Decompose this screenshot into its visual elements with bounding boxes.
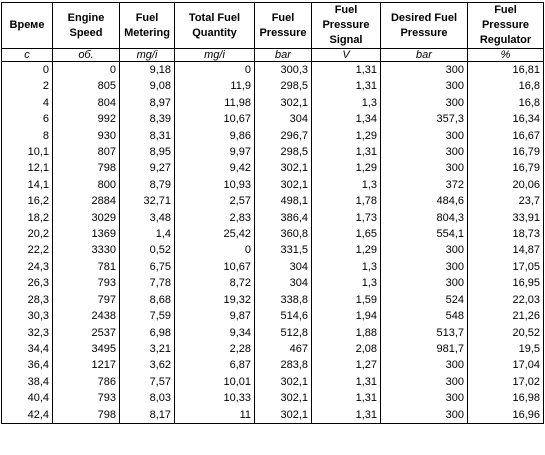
table-cell: 23,7 bbox=[468, 193, 544, 209]
table-cell: 304 bbox=[255, 275, 312, 291]
table-cell: 386,4 bbox=[255, 210, 312, 226]
table-cell: 32,3 bbox=[2, 325, 53, 341]
table-cell: 38,4 bbox=[2, 374, 53, 390]
table-cell: 1,31 bbox=[312, 62, 381, 79]
table-cell: 40,4 bbox=[2, 390, 53, 406]
table-cell: 10,33 bbox=[175, 390, 255, 406]
table-cell: 12,1 bbox=[2, 160, 53, 176]
table-cell: 2,08 bbox=[312, 341, 381, 357]
table-row bbox=[2, 62, 544, 79]
table-cell: 16,67 bbox=[468, 128, 544, 144]
table-cell: 30,3 bbox=[2, 308, 53, 324]
table-cell: 304 bbox=[255, 259, 312, 275]
table-cell: 300 bbox=[381, 275, 468, 291]
table-cell: 1,78 bbox=[312, 193, 381, 209]
table-cell: 331,5 bbox=[255, 242, 312, 258]
table-cell: 6 bbox=[2, 111, 53, 127]
table-cell: 9,08 bbox=[120, 78, 175, 94]
table-cell: 16,81 bbox=[468, 62, 544, 79]
table-cell: 17,05 bbox=[468, 259, 544, 275]
table-cell: 2 bbox=[2, 78, 53, 94]
table-cell: 807 bbox=[53, 144, 120, 160]
table-cell: 8,68 bbox=[120, 292, 175, 308]
table-cell: 1,3 bbox=[312, 275, 381, 291]
table-cell: 8 bbox=[2, 128, 53, 144]
table-cell: 300 bbox=[381, 62, 468, 79]
header-engine-speed: Engine Speed bbox=[53, 3, 120, 49]
table-cell: 6,87 bbox=[175, 357, 255, 373]
header-row bbox=[2, 3, 544, 49]
header-desired-fuel-pressure: Desired Fuel Pressure bbox=[381, 3, 468, 49]
table-cell: 9,87 bbox=[175, 308, 255, 324]
header-fuel-pressure-regulator: Fuel Pressure Regulator bbox=[468, 3, 544, 49]
table-cell: 793 bbox=[53, 275, 120, 291]
table-cell: 10,67 bbox=[175, 111, 255, 127]
table-cell: 8,95 bbox=[120, 144, 175, 160]
table-row bbox=[2, 357, 544, 373]
table-cell: 302,1 bbox=[255, 160, 312, 176]
table-cell: 9,86 bbox=[175, 128, 255, 144]
table-cell: 1,94 bbox=[312, 308, 381, 324]
table-cell: 34,4 bbox=[2, 341, 53, 357]
table-cell: 16,34 bbox=[468, 111, 544, 127]
table-row bbox=[2, 374, 544, 390]
table-cell: 1,29 bbox=[312, 128, 381, 144]
table-row bbox=[2, 95, 544, 111]
table-row bbox=[2, 160, 544, 176]
table-cell: 8,17 bbox=[120, 407, 175, 424]
table-row bbox=[2, 275, 544, 291]
table-cell: 28,3 bbox=[2, 292, 53, 308]
table-row bbox=[2, 193, 544, 209]
table-cell: 1,3 bbox=[312, 95, 381, 111]
table-cell: 6,75 bbox=[120, 259, 175, 275]
table-cell: 16,2 bbox=[2, 193, 53, 209]
table-cell: 9,42 bbox=[175, 160, 255, 176]
table-cell: 1,31 bbox=[312, 407, 381, 424]
table-cell: 300 bbox=[381, 390, 468, 406]
table-cell: 17,02 bbox=[468, 374, 544, 390]
table-cell: 3,62 bbox=[120, 357, 175, 373]
table-cell: 14,87 bbox=[468, 242, 544, 258]
table-cell: 4 bbox=[2, 95, 53, 111]
table-cell: 300 bbox=[381, 128, 468, 144]
table-cell: 1,29 bbox=[312, 160, 381, 176]
table-cell: 514,6 bbox=[255, 308, 312, 324]
table-cell: 2537 bbox=[53, 325, 120, 341]
fuel-data-table bbox=[1, 2, 544, 424]
table-cell: 793 bbox=[53, 390, 120, 406]
table-cell: 3,48 bbox=[120, 210, 175, 226]
table-cell: 300 bbox=[381, 259, 468, 275]
table-cell: 9,18 bbox=[120, 62, 175, 79]
table-cell: 24,3 bbox=[2, 259, 53, 275]
table-cell: 298,5 bbox=[255, 144, 312, 160]
table-cell: 2,28 bbox=[175, 341, 255, 357]
table-cell: 300 bbox=[381, 95, 468, 111]
table-cell: 8,39 bbox=[120, 111, 175, 127]
table-cell: 1,34 bbox=[312, 111, 381, 127]
table-cell: 7,78 bbox=[120, 275, 175, 291]
table-cell: 300 bbox=[381, 144, 468, 160]
table-cell: 1,73 bbox=[312, 210, 381, 226]
table-cell: 283,8 bbox=[255, 357, 312, 373]
table-cell: 16,95 bbox=[468, 275, 544, 291]
table-cell: 14,1 bbox=[2, 177, 53, 193]
table-row bbox=[2, 292, 544, 308]
table-row bbox=[2, 308, 544, 324]
table-cell: 33,91 bbox=[468, 210, 544, 226]
table-cell: 2,83 bbox=[175, 210, 255, 226]
table-cell: 9,34 bbox=[175, 325, 255, 341]
table-cell: 10,93 bbox=[175, 177, 255, 193]
table-cell: 22,03 bbox=[468, 292, 544, 308]
table-row bbox=[2, 407, 544, 424]
table-cell: 36,4 bbox=[2, 357, 53, 373]
table-cell: 1,65 bbox=[312, 226, 381, 242]
table-cell: 360,8 bbox=[255, 226, 312, 242]
table-cell: 1,31 bbox=[312, 78, 381, 94]
table-cell: 16,8 bbox=[468, 78, 544, 94]
table-cell: 16,96 bbox=[468, 407, 544, 424]
table-cell: 8,03 bbox=[120, 390, 175, 406]
table-cell: 9,97 bbox=[175, 144, 255, 160]
table-cell: 300 bbox=[381, 407, 468, 424]
table-cell: 981,7 bbox=[381, 341, 468, 357]
table-cell: 930 bbox=[53, 128, 120, 144]
table-cell: 42,4 bbox=[2, 407, 53, 424]
table-cell: 302,1 bbox=[255, 390, 312, 406]
header-fuel-pressure-signal: Fuel Pressure Signal bbox=[312, 3, 381, 49]
table-cell: 19,32 bbox=[175, 292, 255, 308]
table-cell: 338,8 bbox=[255, 292, 312, 308]
table-cell: 11,9 bbox=[175, 78, 255, 94]
table-cell: 805 bbox=[53, 78, 120, 94]
table-cell: 300 bbox=[381, 374, 468, 390]
table-cell: 10,67 bbox=[175, 259, 255, 275]
table-cell: 25,42 bbox=[175, 226, 255, 242]
table-cell: 3029 bbox=[53, 210, 120, 226]
table-cell: 798 bbox=[53, 160, 120, 176]
table-cell: 10,1 bbox=[2, 144, 53, 160]
table-cell: 16,8 bbox=[468, 95, 544, 111]
table-cell: 512,8 bbox=[255, 325, 312, 341]
unit-cell: V bbox=[312, 49, 381, 62]
table-cell: 302,1 bbox=[255, 407, 312, 424]
table-row bbox=[2, 325, 544, 341]
table-cell: 0 bbox=[175, 242, 255, 258]
table-cell: 554,1 bbox=[381, 226, 468, 242]
table-cell: 8,31 bbox=[120, 128, 175, 144]
unit-cell: mg/i bbox=[120, 49, 175, 62]
table-cell: 1,29 bbox=[312, 242, 381, 258]
table-cell: 1,31 bbox=[312, 390, 381, 406]
table-row bbox=[2, 226, 544, 242]
table-cell: 0,52 bbox=[120, 242, 175, 258]
table-cell: 18,2 bbox=[2, 210, 53, 226]
table-cell: 2884 bbox=[53, 193, 120, 209]
table-cell: 1,88 bbox=[312, 325, 381, 341]
table-row bbox=[2, 78, 544, 94]
table-cell: 32,71 bbox=[120, 193, 175, 209]
table-cell: 8,72 bbox=[175, 275, 255, 291]
units-row bbox=[2, 49, 544, 62]
table-cell: 300 bbox=[381, 242, 468, 258]
table-cell: 781 bbox=[53, 259, 120, 275]
unit-cell: c bbox=[2, 49, 53, 62]
table-cell: 6,98 bbox=[120, 325, 175, 341]
table-cell: 10,01 bbox=[175, 374, 255, 390]
table-cell: 3,21 bbox=[120, 341, 175, 357]
unit-cell: bar bbox=[381, 49, 468, 62]
table-cell: 8,97 bbox=[120, 95, 175, 111]
table-cell: 524 bbox=[381, 292, 468, 308]
table-cell: 513,7 bbox=[381, 325, 468, 341]
table-row bbox=[2, 128, 544, 144]
table-cell: 16,98 bbox=[468, 390, 544, 406]
unit-cell: mg/i bbox=[175, 49, 255, 62]
table-cell: 296,7 bbox=[255, 128, 312, 144]
table-cell: 548 bbox=[381, 308, 468, 324]
table-cell: 798 bbox=[53, 407, 120, 424]
unit-cell: об. bbox=[53, 49, 120, 62]
unit-cell: % bbox=[468, 49, 544, 62]
table-cell: 2,57 bbox=[175, 193, 255, 209]
table-cell: 1,27 bbox=[312, 357, 381, 373]
table-row bbox=[2, 259, 544, 275]
table-cell: 304 bbox=[255, 111, 312, 127]
table-row bbox=[2, 144, 544, 160]
table-cell: 20,2 bbox=[2, 226, 53, 242]
table-cell: 992 bbox=[53, 111, 120, 127]
table-cell: 20,06 bbox=[468, 177, 544, 193]
header-fuel-metering: Fuel Metering bbox=[120, 3, 175, 49]
table-cell: 302,1 bbox=[255, 374, 312, 390]
table-cell: 22,2 bbox=[2, 242, 53, 258]
table-cell: 1,59 bbox=[312, 292, 381, 308]
table-row bbox=[2, 111, 544, 127]
table-cell: 300 bbox=[381, 78, 468, 94]
table-cell: 26,3 bbox=[2, 275, 53, 291]
table-cell: 804,3 bbox=[381, 210, 468, 226]
table-cell: 20,52 bbox=[468, 325, 544, 341]
data-rows bbox=[2, 62, 544, 424]
table-row bbox=[2, 242, 544, 258]
table-cell: 2438 bbox=[53, 308, 120, 324]
table-cell: 16,79 bbox=[468, 160, 544, 176]
table-cell: 1,3 bbox=[312, 177, 381, 193]
table-cell: 9,27 bbox=[120, 160, 175, 176]
table-cell: 3495 bbox=[53, 341, 120, 357]
table-cell: 786 bbox=[53, 374, 120, 390]
table-cell: 1,3 bbox=[312, 259, 381, 275]
table-cell: 11,98 bbox=[175, 95, 255, 111]
table-cell: 302,1 bbox=[255, 177, 312, 193]
table-cell: 19,5 bbox=[468, 341, 544, 357]
table-cell: 797 bbox=[53, 292, 120, 308]
table-cell: 0 bbox=[175, 62, 255, 79]
table-cell: 3330 bbox=[53, 242, 120, 258]
table-cell: 804 bbox=[53, 95, 120, 111]
unit-cell: bar bbox=[255, 49, 312, 62]
table-cell: 11 bbox=[175, 407, 255, 424]
header-total-fuel-quantity: Total Fuel Quantity bbox=[175, 3, 255, 49]
table-cell: 1,31 bbox=[312, 374, 381, 390]
table-cell: 1217 bbox=[53, 357, 120, 373]
table-cell: 300,3 bbox=[255, 62, 312, 79]
table-cell: 298,5 bbox=[255, 78, 312, 94]
table-cell: 302,1 bbox=[255, 95, 312, 111]
table-cell: 372 bbox=[381, 177, 468, 193]
table-cell: 467 bbox=[255, 341, 312, 357]
table-row bbox=[2, 177, 544, 193]
table-cell: 0 bbox=[2, 62, 53, 79]
header-time: Време bbox=[2, 3, 53, 49]
table-cell: 16,79 bbox=[468, 144, 544, 160]
table-cell: 300 bbox=[381, 160, 468, 176]
table-cell: 8,79 bbox=[120, 177, 175, 193]
table-cell: 17,04 bbox=[468, 357, 544, 373]
table-cell: 1,4 bbox=[120, 226, 175, 242]
table-cell: 7,59 bbox=[120, 308, 175, 324]
table-cell: 300 bbox=[381, 357, 468, 373]
table-cell: 800 bbox=[53, 177, 120, 193]
table-row bbox=[2, 210, 544, 226]
table-row bbox=[2, 341, 544, 357]
table-cell: 498,1 bbox=[255, 193, 312, 209]
table-cell: 357,3 bbox=[381, 111, 468, 127]
table-cell: 484,6 bbox=[381, 193, 468, 209]
table-row bbox=[2, 390, 544, 406]
table-cell: 7,57 bbox=[120, 374, 175, 390]
table-cell: 18,73 bbox=[468, 226, 544, 242]
table-cell: 0 bbox=[53, 62, 120, 79]
table-cell: 21,26 bbox=[468, 308, 544, 324]
table-cell: 1369 bbox=[53, 226, 120, 242]
table-cell: 1,31 bbox=[312, 144, 381, 160]
header-fuel-pressure: Fuel Pressure bbox=[255, 3, 312, 49]
